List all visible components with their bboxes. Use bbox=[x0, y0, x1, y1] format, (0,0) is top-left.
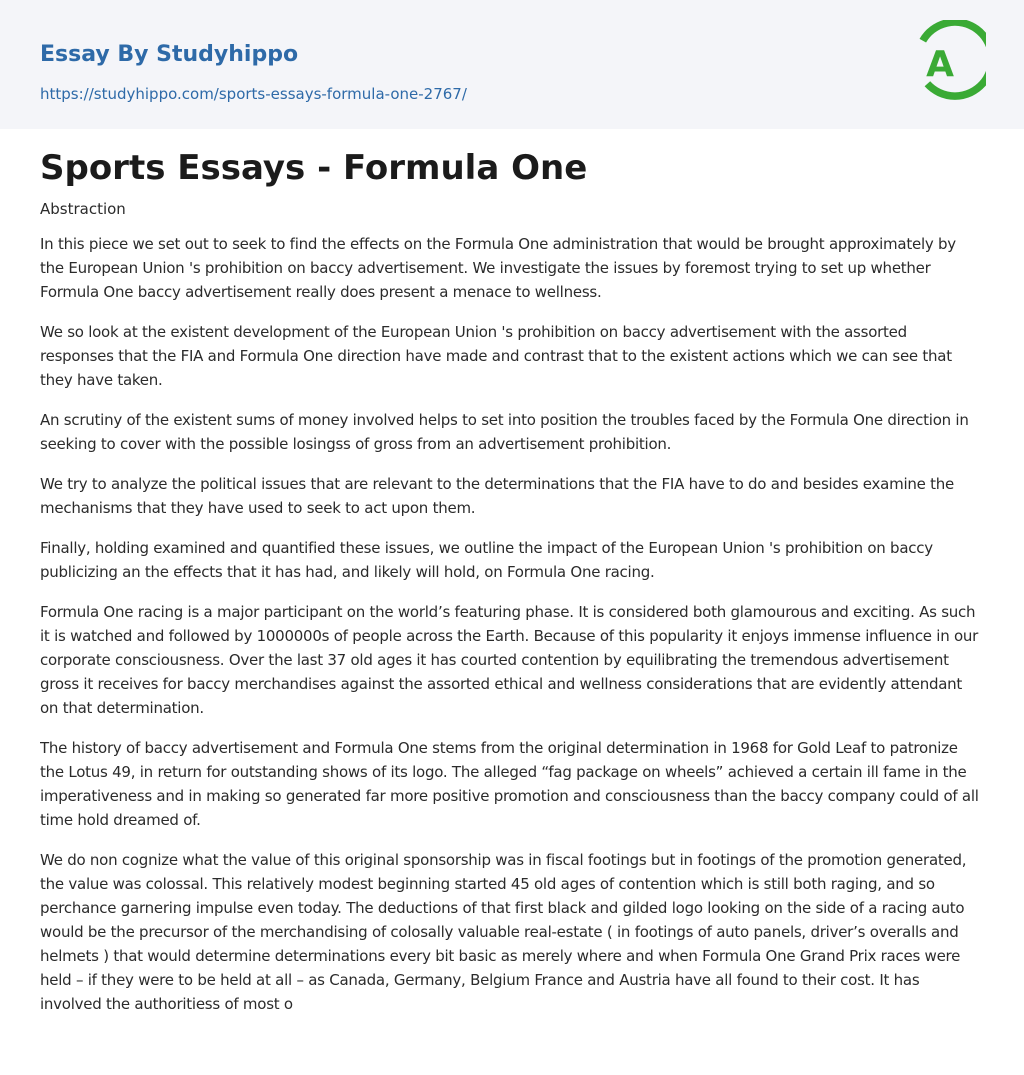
essay-paragraph: An scrutiny of the existent sums of money involved helps to set into position the troubles faced by the Formula One direction in seeking to cover with the possible losingss of gross from an advertisement prohibition. bbox=[40, 411, 969, 453]
essay-paragraph: We do non cognize what the value of this original sponsorship was in fiscal footings but in footings of the promotion generated, the value was colossal. This relatively modest beginning started 45 old ages of contention which is still both raging, and so perchance garnering impulse even today. The deductions of that first black and gilded logo looking on the side of a racing auto would be the precursor of the merchandising of colosally valuable real-estate ( in footings of auto panels, driver’s overalls and helmets ) that would determine determinations every bit basic as merely where and when Formula One Grand Prix races were held – if they were to be held at all – as Canada, Germany, Belgium France and Austria have all found to their cost. It has involved the authoritiess of most o bbox=[40, 851, 967, 1013]
section-heading: Abstraction bbox=[40, 200, 126, 218]
logo-letter: A bbox=[926, 44, 954, 85]
essay-paragraph: Formula One racing is a major participant on the world’s featuring phase. It is considered both glamourous and exciting. As such it is watched and followed by 1000000s of people across the Earth. Because of this popularity it enjoys immense influence in our corporate consciousness. Over the last 37 old ages it has courted contention by equilibrating the tremendous advertisement gross it receives for baccy merchandises against the assorted ethical and wellness considerations that are evidently attendant on that determination. bbox=[40, 603, 979, 717]
essay-paragraph: The history of baccy advertisement and Formula One stems from the original determination in 1968 for Gold Leaf to patronize the Lotus 49, in return for outstanding shows of its logo. The alleged “fag package on wheels” achieved a certain ill fame in the imperativeness and in making so generated far more positive promotion and consciousness than the baccy company could of all time hold dreamed of. bbox=[40, 739, 979, 829]
studyhippo-logo-icon[interactable] bbox=[914, 20, 986, 106]
essay-paragraph: We so look at the existent development of the European Union 's prohibition on baccy advertisement with the assorted responses that the FIA and Formula One direction have made and contrast that to the existent actions which we can see that they have taken. bbox=[40, 323, 952, 389]
essay-url-link[interactable]: https://studyhippo.com/sports-essays-formula-one-2767/ bbox=[40, 85, 467, 103]
site-header bbox=[0, 0, 1024, 129]
essay-body bbox=[40, 232, 984, 1016]
essay-content bbox=[40, 140, 984, 1020]
brand-title[interactable]: Essay By Studyhippo bbox=[40, 42, 299, 67]
essay-paragraph: In this piece we set out to seek to find the effects on the Formula One administration that would be brought approximately by the European Union 's prohibition on baccy advertisement. We investigate the issues by foremost trying to set up whether Formula One baccy advertisement really does present a menace to wellness. bbox=[40, 235, 956, 301]
page-title: Sports Essays - Formula One bbox=[40, 148, 588, 188]
essay-paragraph: We try to analyze the political issues that are relevant to the determinations that the FIA have to do and besides examine the mechanisms that they have used to seek to act upon them. bbox=[40, 475, 954, 517]
essay-paragraph: Finally, holding examined and quantified these issues, we outline the impact of the European Union 's prohibition on baccy publicizing an the effects that it has had, and likely will hold, on Formula One racing. bbox=[40, 539, 933, 581]
